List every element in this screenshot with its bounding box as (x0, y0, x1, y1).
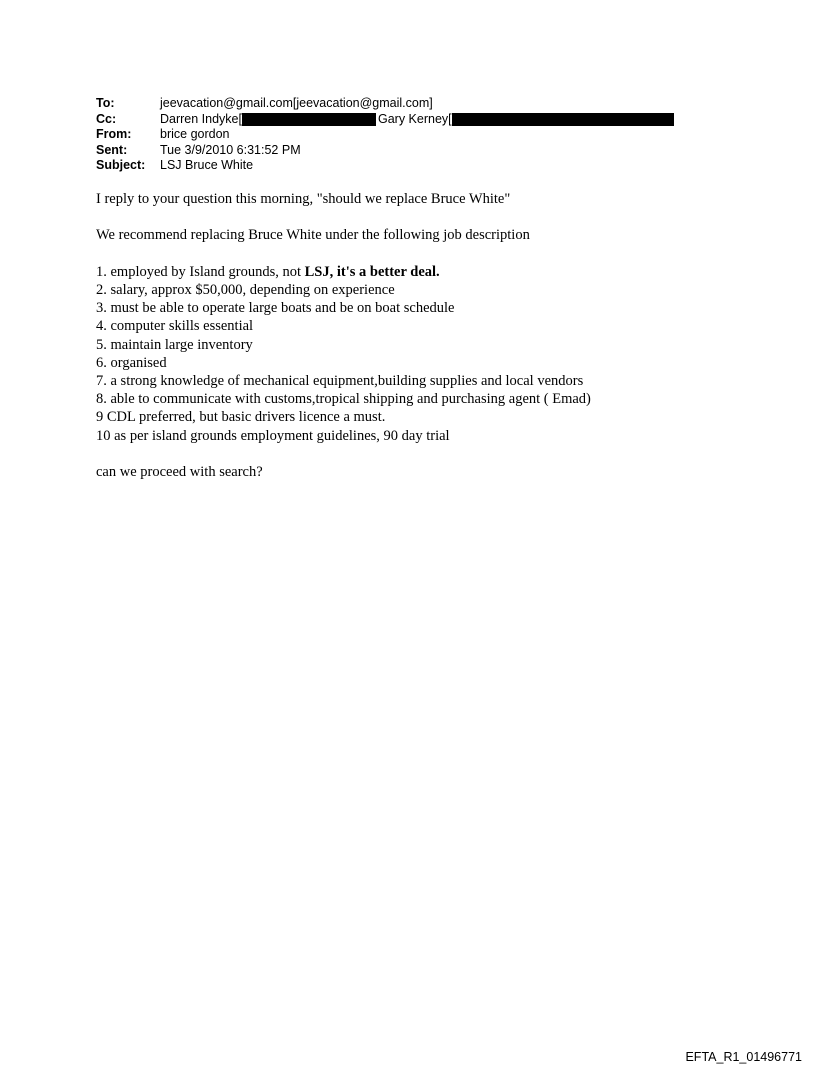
sent-label: Sent: (96, 142, 128, 157)
intro-paragraph: I reply to your question this morning, "should we replace Bruce White" (96, 191, 511, 207)
from-value: brice gordon (160, 127, 230, 141)
job-description-list (96, 263, 776, 445)
subject-row (96, 158, 674, 174)
cc-value (160, 112, 674, 128)
subject-value: LSJ Bruce White (160, 158, 254, 172)
list-item-bold-text: LSJ, it's a better deal. (304, 263, 440, 280)
closing-paragraph: can we proceed with search? (96, 464, 263, 480)
list-item (96, 263, 776, 281)
list-item: 10 as per island grounds employment guidelines, 90 day trial (96, 427, 450, 444)
redaction-box (242, 113, 376, 126)
list-item: 9 CDL preferred, but basic drivers licence a must. (96, 409, 386, 426)
cc-row (96, 112, 674, 128)
from-row (96, 127, 674, 143)
list-item: 6. organised (96, 354, 167, 371)
list-item: 8. able to communicate with customs,tropical shipping and purchasing agent ( Emad) (96, 391, 591, 408)
list-item: 4. computer skills essential (96, 318, 254, 335)
subject-label: Subject: (96, 158, 146, 172)
list-item: 5. maintain large inventory (96, 336, 253, 353)
email-header (96, 96, 674, 174)
list-item: 2. salary, approx $50,000, depending on experience (96, 281, 395, 298)
to-label: To: (96, 96, 115, 110)
list-item-text: 1. employed by Island grounds, not (96, 263, 305, 280)
redaction-box (452, 113, 674, 126)
cc-name-2: Gary Kerney[ (377, 111, 452, 126)
to-value: jeevacation@gmail.com[jeevacation@gmail.com] (160, 96, 433, 110)
cc-name-1: Darren Indyke[ (160, 111, 242, 126)
sent-row (96, 143, 674, 159)
recommend-paragraph: We recommend replacing Bruce White under the following job description (96, 227, 530, 244)
to-row (96, 96, 674, 112)
from-label: From: (96, 127, 132, 141)
document-id: EFTA_R1_01496771 (685, 1050, 802, 1064)
list-item: 3. must be able to operate large boats and be on boat schedule (96, 300, 455, 317)
list-item: 7. a strong knowledge of mechanical equipment,building supplies and local vendors (96, 373, 584, 389)
sent-value: Tue 3/9/2010 6:31:52 PM (160, 142, 301, 157)
email-body (96, 190, 776, 499)
cc-label: Cc: (96, 111, 117, 126)
